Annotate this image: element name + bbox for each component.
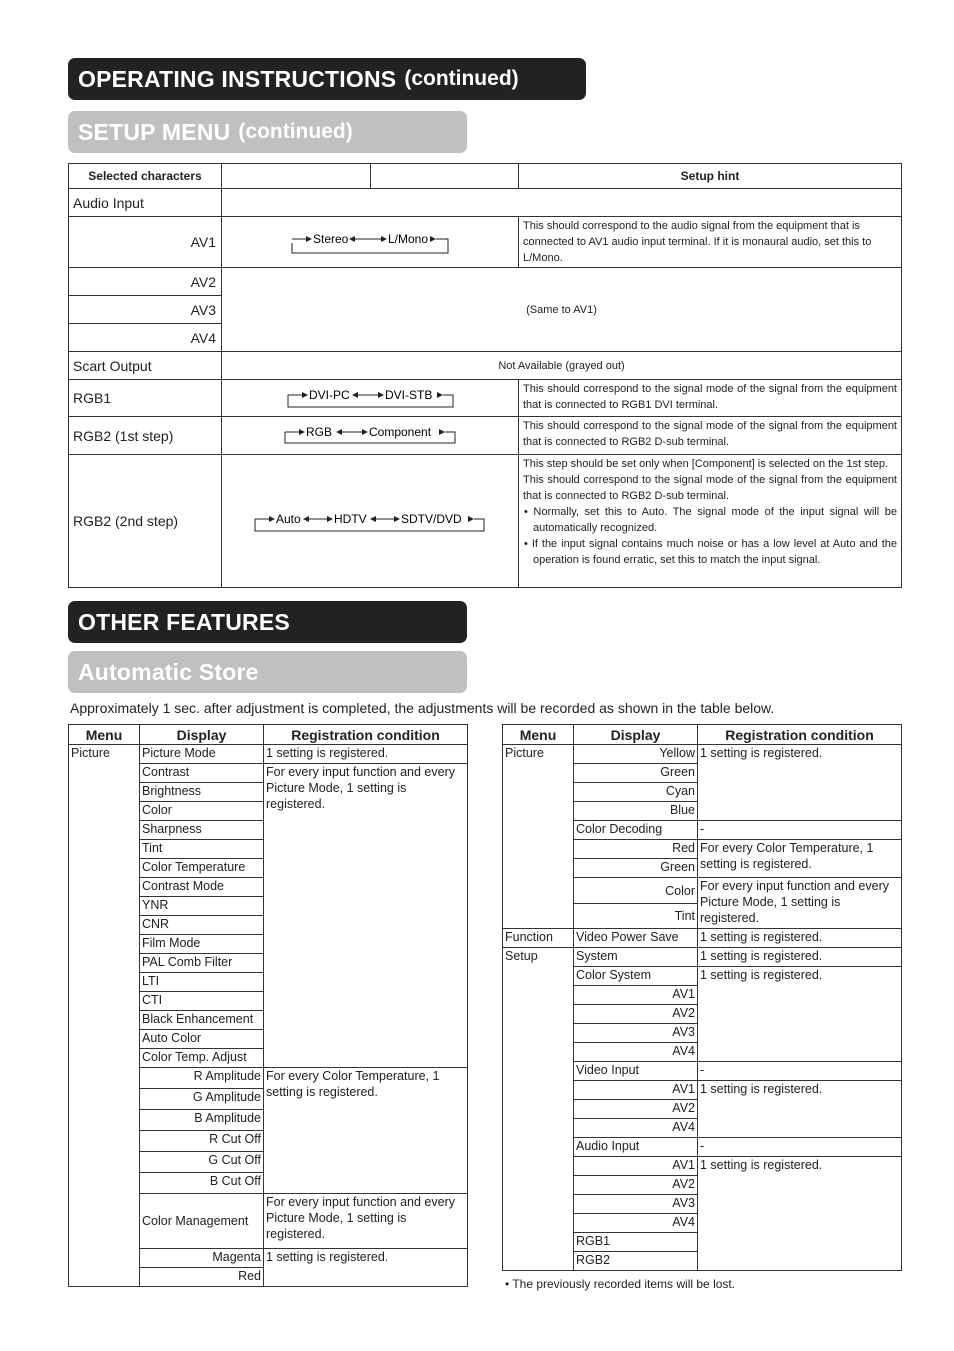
registration-condition: 1 setting is registered. — [698, 948, 902, 967]
rgb1-hint: This should correspond to the signal mode of the signal from the equipment that is connected to RGB1 DVI terminal. — [519, 380, 902, 417]
table-row: System — [574, 948, 698, 967]
table-row: Tint — [140, 840, 264, 859]
rgb2-second-hint-bullet1: • Normally, set this to Auto. The signal mode of the input signal will be automatically recognized. — [524, 506, 897, 534]
registration-condition: For every Color Temperature, 1 setting is registered. — [698, 840, 902, 878]
audio-input-empty — [222, 189, 902, 217]
table-row: PAL Comb Filter — [140, 954, 264, 973]
registration-condition: - — [698, 1138, 902, 1157]
table-row: Color Decoding — [574, 821, 698, 840]
table-row: R Cut Off — [140, 1131, 264, 1152]
rgb2-first-cycle — [222, 417, 519, 455]
automatic-store-banner — [68, 651, 467, 693]
table-row: Contrast — [140, 764, 264, 783]
table-row: Video Power Save — [574, 929, 698, 948]
setup-table — [68, 163, 902, 588]
cycle-option-sdtv-dvd: SDTV/DVD — [401, 512, 462, 526]
registration-condition: For every input function and every Picture Mode, 1 setting is registered. — [698, 878, 902, 929]
table-row: AV4 — [574, 1119, 698, 1138]
rgb1-cycle — [222, 380, 519, 417]
table-row: RGB1 — [574, 1233, 698, 1252]
cycle-option-hdtv: HDTV — [334, 512, 367, 526]
table-row: Sharpness — [140, 821, 264, 840]
setup-menu-banner — [68, 111, 467, 153]
table-row: Color System — [574, 967, 698, 986]
menu-function: Function — [503, 929, 574, 948]
table-row: Cyan — [574, 783, 698, 802]
table-row: Red — [140, 1268, 264, 1287]
rgb2-first-cycle-diagram — [222, 417, 519, 453]
table-row: Color Management — [140, 1194, 264, 1249]
cycle-option-lmono: L/Mono — [388, 232, 429, 246]
rgb2-second-hint-text1: This step should be set only when [Component] is selected on the 1st step. — [523, 458, 889, 470]
scart-output-value: Not Available (grayed out) — [222, 352, 902, 380]
table-row: G Amplitude — [140, 1089, 264, 1110]
table-row: Red — [574, 840, 698, 859]
row-scart-output: Scart Output — [69, 352, 222, 380]
cycle-option-dvi-pc: DVI-PC — [309, 388, 350, 402]
footnote: • The previously recorded items will be lost. — [505, 1277, 736, 1291]
registration-condition: 1 setting is registered. — [698, 1157, 902, 1271]
registration-condition: For every input function and every Picture Mode, 1 setting is registered. — [264, 764, 468, 1068]
cycle-option-auto: Auto — [276, 512, 301, 526]
registration-condition: 1 setting is registered. — [264, 745, 468, 764]
menu-picture: Picture — [69, 745, 140, 1287]
col-display: Display — [140, 725, 264, 745]
registration-condition: For every Color Temperature, 1 setting is registered. — [264, 1068, 468, 1194]
table-row: CTI — [140, 992, 264, 1011]
page-header-title: OPERATING INSTRUCTIONS — [78, 65, 397, 92]
registration-condition: For every input function and every Picture Mode, 1 setting is registered. — [264, 1194, 468, 1249]
table-row: AV1 — [574, 1157, 698, 1176]
same-as-av1: (Same to AV1) — [222, 268, 902, 352]
auto-store-table-right — [502, 724, 902, 1271]
col-registration-condition: Registration condition — [698, 725, 902, 745]
cycle-option-component: Component — [369, 425, 432, 439]
table-row: Color Temperature — [140, 859, 264, 878]
table-row: Color Temp. Adjust — [140, 1049, 264, 1068]
row-rgb1: RGB1 — [69, 380, 222, 417]
table-row: Auto Color — [140, 1030, 264, 1049]
table-row: AV1 — [574, 1081, 698, 1100]
table-row: B Amplitude — [140, 1110, 264, 1131]
table-row: R Amplitude — [140, 1068, 264, 1089]
table-row: Contrast Mode — [140, 878, 264, 897]
header-empty-cell — [222, 164, 371, 189]
table-row: Magenta — [140, 1249, 264, 1268]
table-row: AV2 — [574, 1005, 698, 1024]
col-selected-characters: Selected characters — [69, 164, 222, 189]
rgb2-second-hint-bullet2: • If the input signal contains much noise or has a low level at Auto and the operation is found erratic, set this to match the input signal. — [524, 538, 897, 566]
setup-menu-title: SETUP MENU — [78, 118, 231, 145]
table-row: AV3 — [574, 1024, 698, 1043]
registration-condition: 1 setting is registered. — [698, 745, 902, 821]
table-row: Black Enhancement — [140, 1011, 264, 1030]
rgb2-first-hint: This should correspond to the signal mode of the signal from the equipment that is connected to RGB2 D-sub terminal. — [519, 417, 902, 455]
col-menu: Menu — [503, 725, 574, 745]
table-row: RGB2 — [574, 1252, 698, 1271]
table-row: AV3 — [574, 1195, 698, 1214]
other-features-banner — [68, 601, 467, 643]
registration-condition: 1 setting is registered. — [698, 1081, 902, 1138]
table-row: AV4 — [574, 1214, 698, 1233]
menu-picture: Picture — [503, 745, 574, 929]
cycle-option-rgb: RGB — [306, 425, 333, 439]
table-row: Green — [574, 859, 698, 878]
table-row: Color — [574, 878, 698, 904]
registration-condition: 1 setting is registered. — [698, 929, 902, 948]
row-av4: AV4 — [69, 324, 222, 352]
table-row: Green — [574, 764, 698, 783]
cycle-option-dvi-stb: DVI-STB — [385, 388, 433, 402]
row-rgb2-second-step: RGB2 (2nd step) — [69, 455, 222, 588]
table-row: AV1 — [574, 986, 698, 1005]
row-av1: AV1 — [69, 217, 222, 268]
page-header-subtitle: (continued) — [404, 67, 519, 90]
auto-store-table-left — [68, 724, 468, 1287]
table-row: AV4 — [574, 1043, 698, 1062]
table-row: LTI — [140, 973, 264, 992]
table-row: B Cut Off — [140, 1173, 264, 1194]
rgb2-second-cycle-diagram — [222, 501, 519, 541]
av1-cycle — [222, 217, 519, 268]
table-row: Blue — [574, 802, 698, 821]
header-empty-cell — [371, 164, 519, 189]
row-audio-input: Audio Input — [69, 189, 222, 217]
table-row: YNR — [140, 897, 264, 916]
table-row: AV2 — [574, 1100, 698, 1119]
row-av2: AV2 — [69, 268, 222, 296]
table-row: Tint — [574, 904, 698, 929]
col-registration-condition: Registration condition — [264, 725, 468, 745]
automatic-store-intro: Approximately 1 sec. after adjustment is completed, the adjustments will be recorded as shown in the table below. — [70, 700, 775, 716]
rgb2-second-hint — [519, 455, 902, 588]
table-row: CNR — [140, 916, 264, 935]
setup-menu-subtitle: (continued) — [238, 120, 353, 143]
registration-condition: 1 setting is registered. — [264, 1249, 468, 1287]
table-row: Picture Mode — [140, 745, 264, 764]
table-row: Film Mode — [140, 935, 264, 954]
table-row: Yellow — [574, 745, 698, 764]
cycle-option-stereo: Stereo — [313, 232, 349, 246]
rgb1-cycle-diagram — [222, 380, 519, 415]
registration-condition: - — [698, 821, 902, 840]
registration-condition: - — [698, 1062, 902, 1081]
automatic-store-title: Automatic Store — [78, 658, 259, 685]
page-header-banner — [68, 58, 586, 100]
rgb2-second-cycle — [222, 455, 519, 588]
menu-setup: Setup — [503, 948, 574, 1271]
table-row: Audio Input — [574, 1138, 698, 1157]
rgb2-second-hint-text2: This should correspond to the signal mode of the signal from the equipment that is connected to RGB2 D-sub terminal. — [523, 474, 897, 502]
other-features-title: OTHER FEATURES — [78, 608, 290, 635]
table-row: G Cut Off — [140, 1152, 264, 1173]
registration-condition: 1 setting is registered. — [698, 967, 902, 1062]
col-display: Display — [574, 725, 698, 745]
table-row: Color — [140, 802, 264, 821]
col-menu: Menu — [69, 725, 140, 745]
table-row: Video Input — [574, 1062, 698, 1081]
av1-hint: This should correspond to the audio signal from the equipment that is connected to AV1 audio input terminal. If it is monaural audio, set this to L/Mono. — [519, 217, 902, 268]
table-row: Brightness — [140, 783, 264, 802]
row-av3: AV3 — [69, 296, 222, 324]
row-rgb2-first-step: RGB2 (1st step) — [69, 417, 222, 455]
col-setup-hint: Setup hint — [519, 164, 902, 189]
table-row: AV2 — [574, 1176, 698, 1195]
av1-cycle-diagram — [222, 217, 519, 263]
